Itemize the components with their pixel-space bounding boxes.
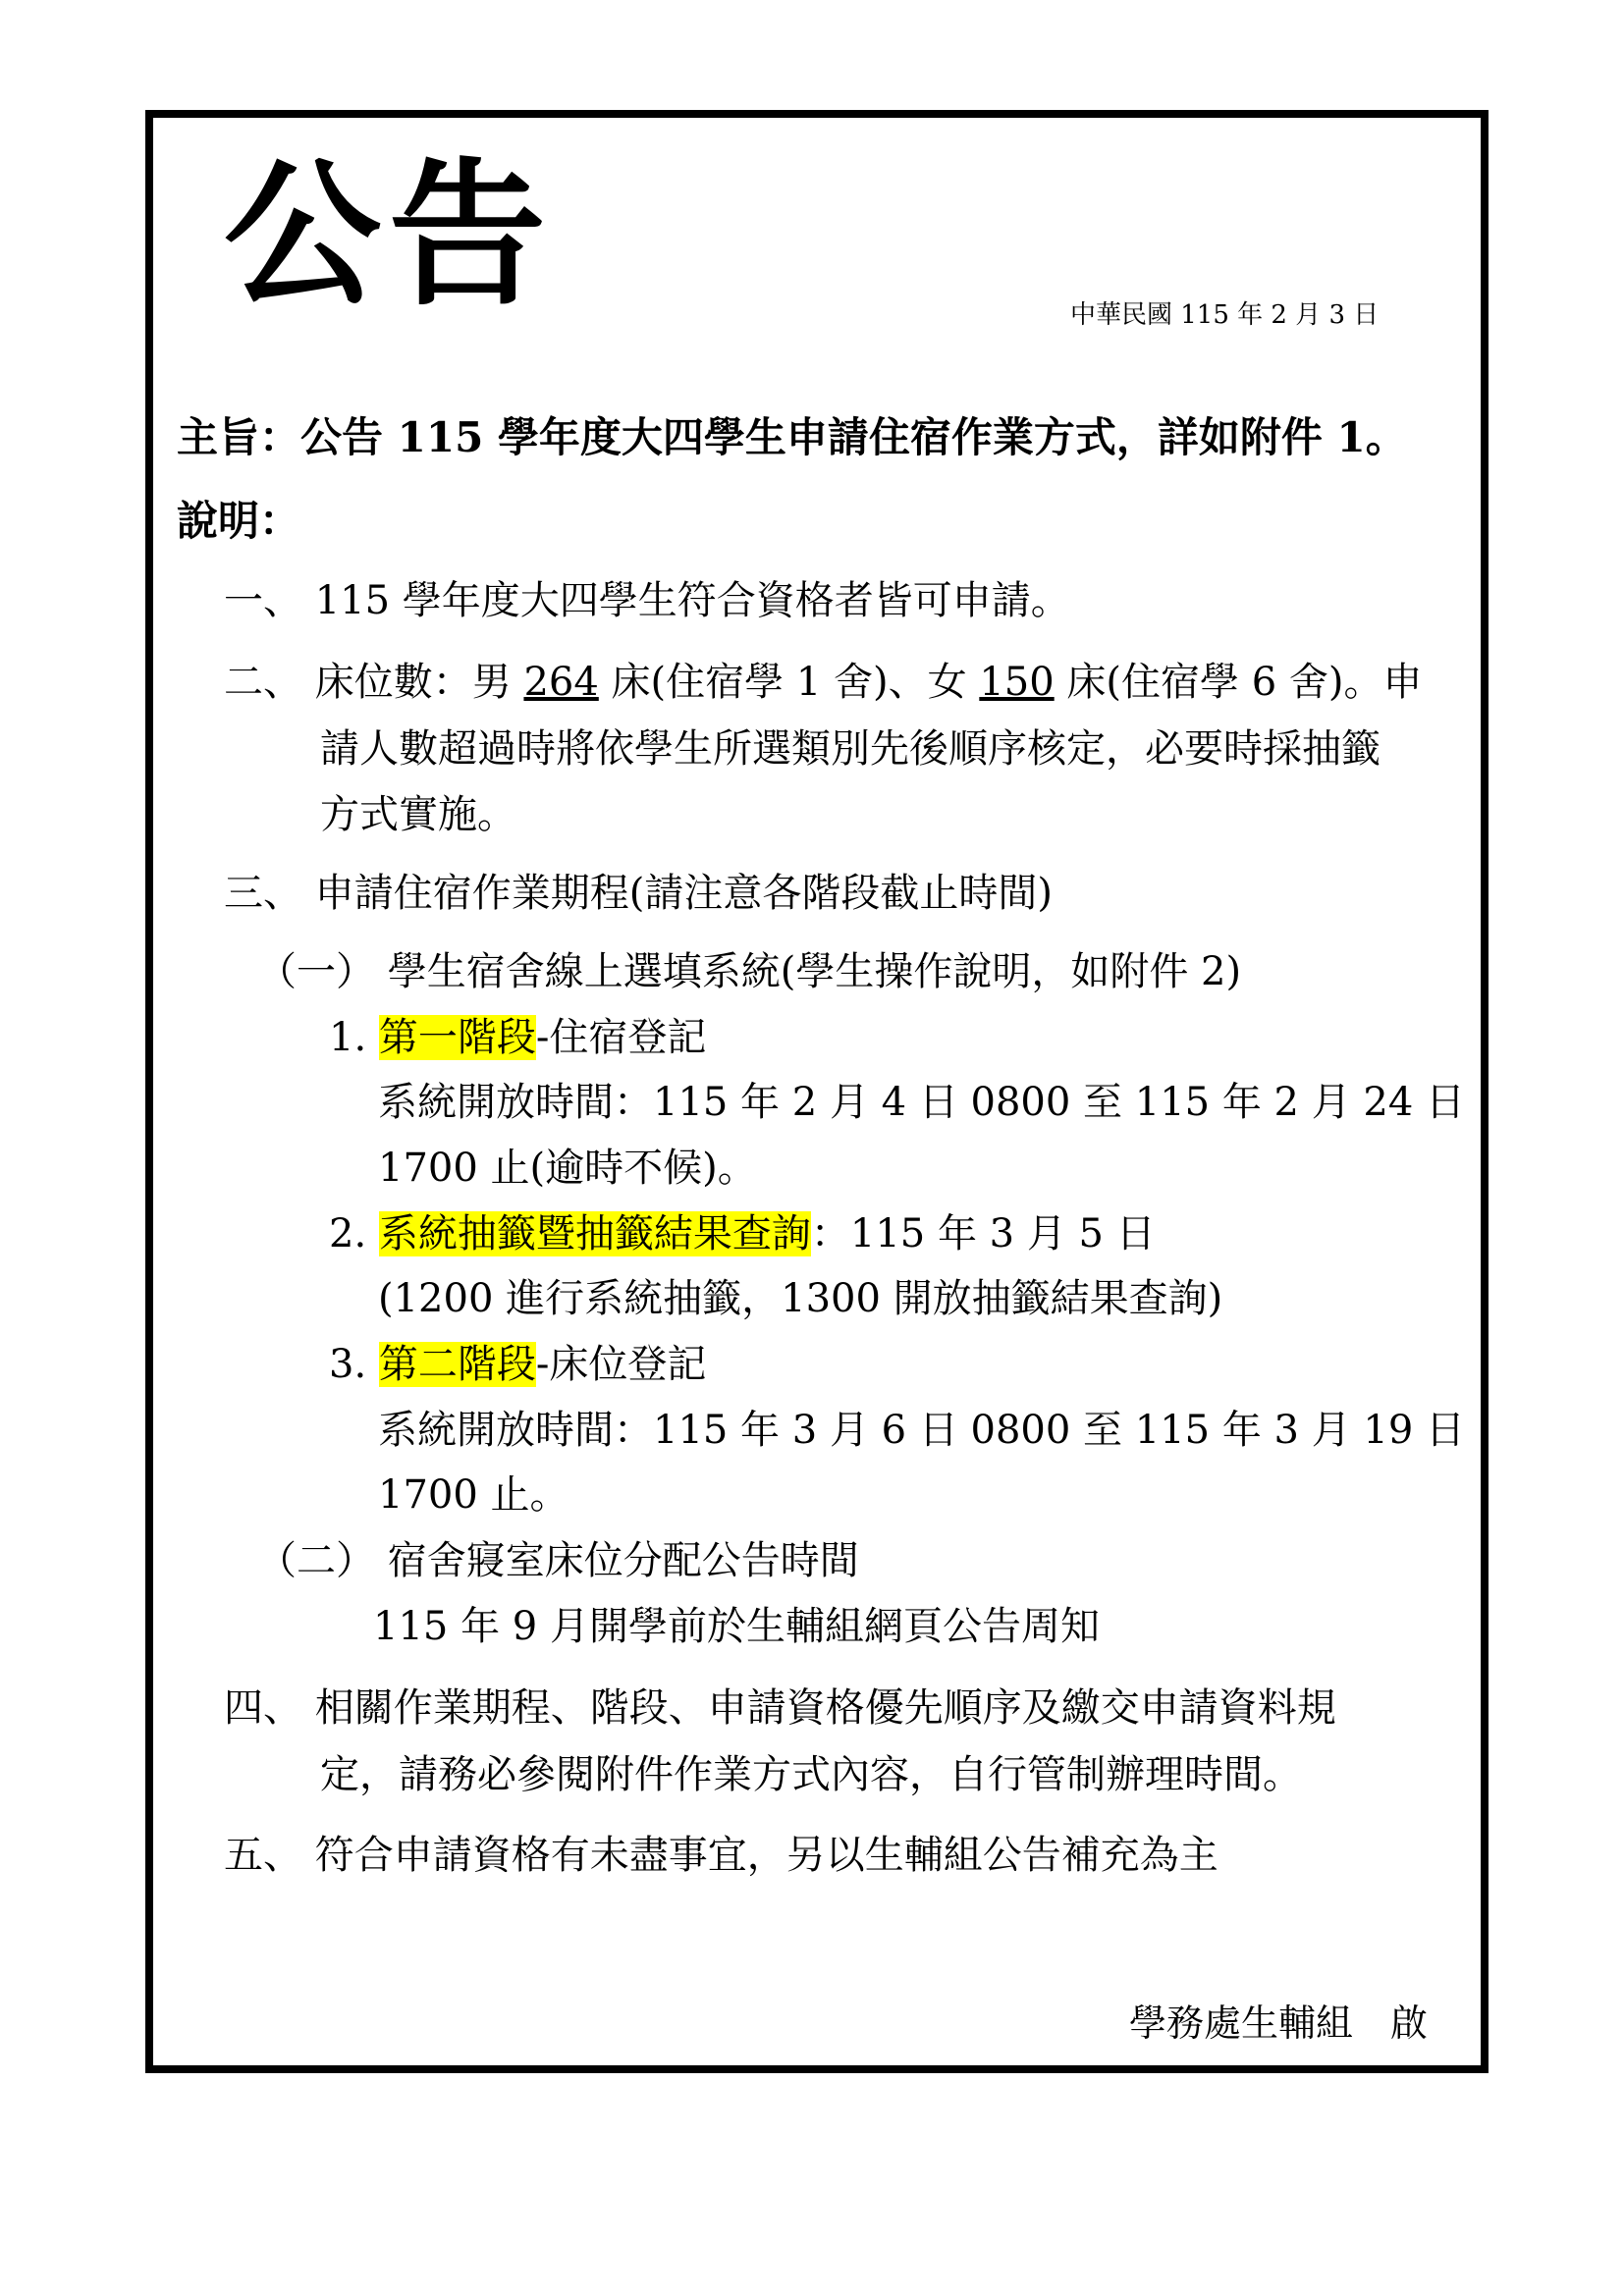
announcement-date: 中華民國 115 年 2 月 3 日 xyxy=(1070,300,1380,330)
item-3-sub-1: （一） 學生宿舍線上選填系統(學生操作說明，如附件 2) xyxy=(257,949,1242,994)
item-2-line-3: 方式實施。 xyxy=(320,792,516,837)
step-1-line-3: 1700 止(逾時不候)。 xyxy=(378,1146,757,1191)
page-title: 公告 xyxy=(224,143,555,327)
item-5: 五、 符合申請資格有未盡事宜，另以生輔組公告補充為主 xyxy=(224,1833,1218,1878)
item-4: 四、 相關作業期程、階段、申請資格優先順序及繳交申請資料規 xyxy=(224,1685,1336,1731)
explanation-label: 說明： xyxy=(177,497,301,545)
signature: 學務處生輔組 啟 xyxy=(1129,2002,1429,2045)
step-2-line-1: 2. 系統抽籤暨抽籤結果查詢：115 年 3 月 5 日 xyxy=(329,1211,1156,1256)
step-3-line-1: 3. 第二階段-床位登記 xyxy=(329,1342,707,1387)
item-3-sub-2-line-2: 115 年 9 月開學前於生輔組網頁公告周知 xyxy=(373,1604,1100,1649)
item-2-line-2: 請人數超過時將依學生所選類別先後順序核定，必要時採抽籤 xyxy=(320,726,1380,772)
step-1-line-2: 系統開放時間：115 年 2 月 4 日 0800 至 115 年 2 月 24 日 xyxy=(378,1080,1466,1125)
subject-line: 主旨：公告 115 學年度大四學生申請住宿作業方式，詳如附件 1。 xyxy=(177,413,1407,461)
male-bed-count: 264 xyxy=(523,660,599,705)
item-3-sub-2: （二） 宿舍寢室床位分配公告時間 xyxy=(257,1538,859,1583)
item-1: 一、 115 學年度大四學生符合資格者皆可申請。 xyxy=(224,578,1070,623)
step-3-line-3: 1700 止。 xyxy=(378,1472,569,1518)
step-1-highlight: 第一階段 xyxy=(378,1015,536,1060)
item-2-line-1: 二、 床位數：男 264 床(住宿學 1 舍)、女 150 床(住宿學 6 舍)。申 xyxy=(224,660,1423,705)
step-3-line-2: 系統開放時間：115 年 3 月 6 日 0800 至 115 年 3 月 19 日 xyxy=(378,1408,1466,1453)
item-3: 三、 申請住宿作業期程(請注意各階段截止時間) xyxy=(224,871,1053,916)
item-4-line-2: 定，請務必參閱附件作業方式內容，自行管制辦理時間。 xyxy=(320,1752,1302,1797)
step-2-highlight: 系統抽籤暨抽籤結果查詢 xyxy=(378,1211,811,1256)
step-3-highlight: 第二階段 xyxy=(378,1342,536,1387)
step-2-line-2: (1200 進行系統抽籤，1300 開放抽籤結果查詢) xyxy=(378,1276,1223,1321)
female-bed-count: 150 xyxy=(979,660,1055,705)
step-1-line-1: 1. 第一階段-住宿登記 xyxy=(329,1015,707,1060)
